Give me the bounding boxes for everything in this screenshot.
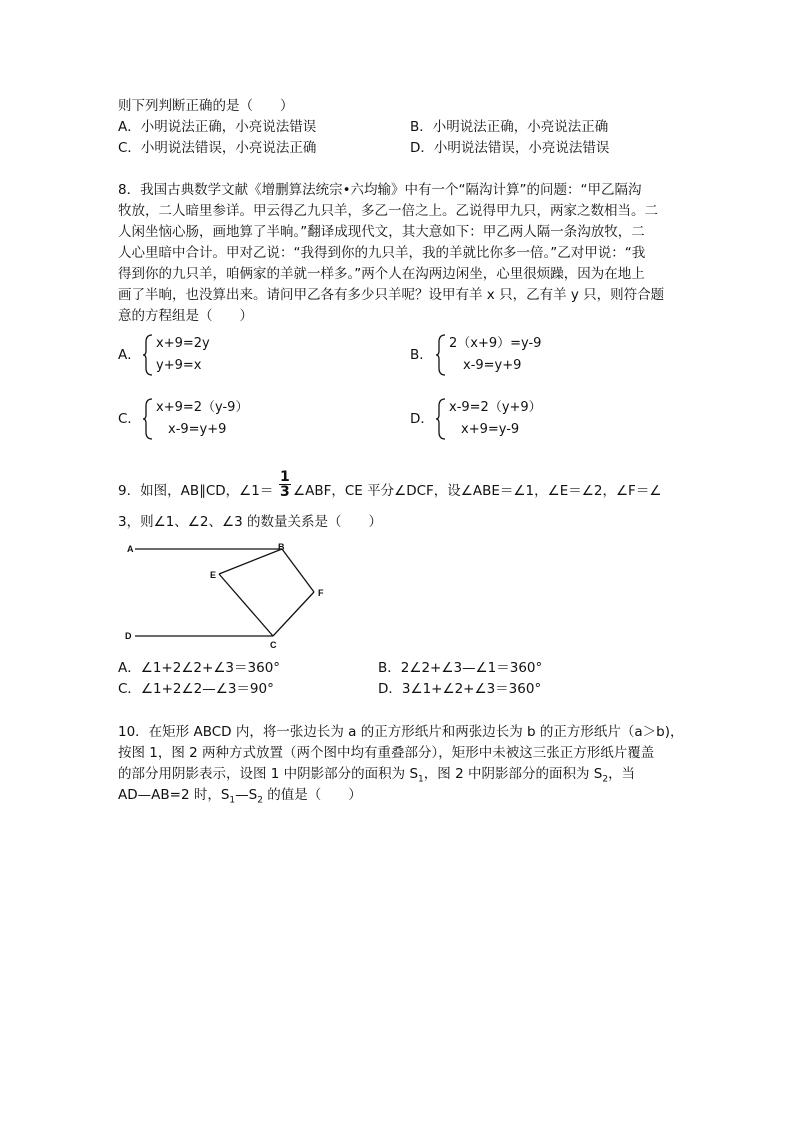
q8-c-eq2: x-9=y+9 [168, 422, 227, 437]
q8-line-1: 8．我国古典数学文献《增删算法统宗•六均输》中有一个“隔沟计算”的问题：“甲乙隔沟 [118, 182, 642, 198]
label-b: B [278, 542, 285, 552]
s2-subscript: 2 [257, 795, 263, 806]
q9-option-a: A．∠1+2∠2+∠3＝360° [118, 660, 281, 676]
segment-fc [273, 592, 314, 636]
left-brace-icon [142, 398, 154, 440]
left-brace-icon [142, 334, 154, 376]
q8-c-eq1: x+9=2（y-9） [156, 400, 249, 415]
fraction-numerator: 1 [280, 469, 290, 485]
label-c: C [270, 640, 277, 650]
label-d: D [125, 631, 132, 641]
segment-ec [219, 574, 273, 636]
fraction-denominator: 3 [280, 484, 290, 500]
label-e: E [210, 570, 217, 580]
q8-a-eq1: x+9=2y [156, 336, 210, 351]
q8-line-3: 人闲坐恼心肠，画地算了半晌。”翻译成现代文，其大意如下：甲乙两人隔一条沟放牧，二 [118, 224, 645, 240]
q9-line-2: 3，则∠1、∠2、∠3 的数量关系是（ ） [118, 514, 382, 530]
q10-line-1: 10．在矩形 ABCD 内，将一张边长为 a 的正方形纸片和两张边长为 b 的正方形纸片（a＞b)， [118, 724, 684, 740]
s2-subscript: 2 [602, 774, 609, 785]
segment-be [219, 549, 282, 574]
q7-option-a: A．小明说法正确，小亮说法错误 [118, 119, 317, 135]
q9-option-c: C．∠1+2∠2—∠3＝90° [118, 681, 274, 697]
q10-line-3-part-c: ，当 [608, 766, 636, 782]
segment-bf [282, 549, 314, 592]
q8-line-6: 画了半晌，也没算出来。请问甲乙各有多少只羊呢？设甲有羊 x 只，乙有羊 y 只，则符合题 [118, 287, 665, 303]
q10-line-2: 按图 1，图 2 两种方式放置（两个图中均有重叠部分），矩形中未被这三张正方形纸片覆盖 [118, 745, 655, 761]
q9-line-1-start: 9．如图，AB∥CD，∠1＝ [118, 483, 274, 499]
q8-d-eq1: x-9=2（y+9） [449, 400, 542, 415]
q10-line-4-dash: —S [235, 787, 258, 803]
q8-option-b-label: B． [410, 347, 433, 363]
q8-b-eq1: 2（x+9）=y-9 [449, 336, 542, 351]
q7-stem: 则下列判断正确的是（ ） [118, 98, 294, 114]
left-brace-icon [435, 398, 447, 440]
q7-option-d: D．小明说法错误，小亮说法错误 [410, 140, 610, 156]
q8-line-7: 意的方程组是（ ） [118, 308, 253, 324]
s1-subscript: 1 [418, 774, 424, 785]
q8-option-a-label: A． [118, 347, 141, 363]
q8-d-eq2: x+9=y-9 [461, 422, 520, 437]
q8-option-c-label: C． [118, 411, 141, 427]
q8-option-d-label: D． [410, 411, 434, 427]
q9-geometry-figure [118, 540, 338, 655]
q10-line-4-part-a: AD—AB=2 时，S [118, 787, 230, 803]
q9-option-b: B．2∠2+∠3—∠1＝360° [378, 660, 543, 676]
q7-option-b: B．小明说法正确，小亮说法正确 [410, 119, 609, 135]
q10-line-3-part-a: 的部分用阴影表示，设图 1 中阴影部分的面积为 S [118, 766, 419, 782]
q8-line-5: 得到你的九只羊，咱俩家的羊就一样多。”两个人在沟两边闲坐，心里很烦躁，因为在地上 [118, 266, 645, 282]
label-f: F [318, 588, 324, 598]
s1-subscript: 1 [229, 795, 236, 806]
q10-line-4-part-b: 的值是（ ） [262, 787, 362, 803]
q7-option-c: C．小明说法错误，小亮说法正确 [118, 140, 317, 156]
q8-line-2: 牧放，二人暗里参详。甲云得乙九只羊，多乙一倍之上。乙说得甲九只，两家之数相当。二 [118, 203, 658, 219]
one-third-fraction [279, 470, 291, 499]
q9-line-1-end: ∠ABF，CE 平分∠DCF，设∠ABE＝∠1，∠E＝∠2，∠F＝∠ [293, 483, 662, 499]
left-brace-icon [435, 334, 447, 376]
q10-line-3-part-b: ，图 2 中阴影部分的面积为 S [423, 766, 603, 782]
q8-line-4: 人心里暗中合计。甲对乙说：“我得到你的九只羊，我的羊就比你多一倍。”乙对甲说：“我 [118, 245, 646, 261]
q8-b-eq2: x-9=y+9 [463, 358, 522, 373]
q8-a-eq2: y+9=x [156, 358, 202, 373]
q10-line-4 [118, 785, 362, 811]
label-a: A [127, 544, 134, 554]
q9-option-d: D．3∠1+∠2+∠3＝360° [378, 681, 542, 697]
